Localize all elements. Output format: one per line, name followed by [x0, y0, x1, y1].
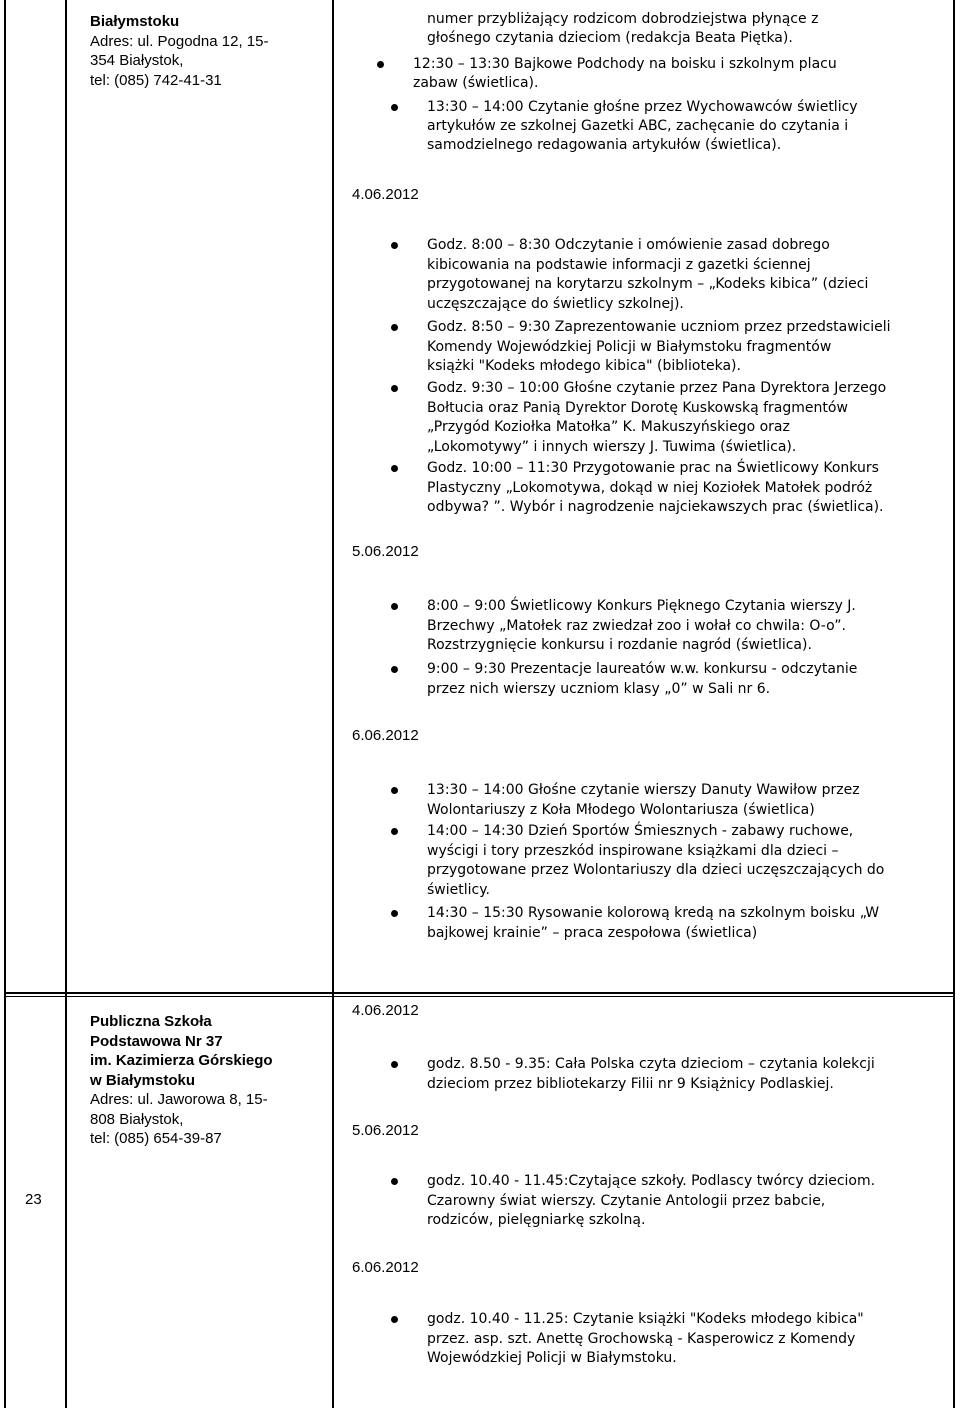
org-23-name-1: Publiczna Szkoła	[90, 1013, 212, 1030]
date-6-06-r23: 6.06.2012	[352, 1259, 419, 1276]
date-6-06: 6.06.2012	[352, 727, 419, 744]
activity-r23-2-line: rodziców, pielęgniarkę szkolną.	[427, 1212, 646, 1228]
activity-d1-0-line: Godz. 8:00 – 8:30 Odczytanie i omówienie zasad dobrego	[427, 237, 830, 253]
bullet-icon	[391, 324, 398, 331]
activity-r23-3-line: godz. 10.40 - 11.25: Czytanie książki "Kodeks młodego kibica"	[427, 1311, 864, 1327]
table-right-border	[953, 0, 955, 1408]
org-23-address: Adres: ul. Jaworowa 8, 15-	[90, 1091, 268, 1108]
bullet-icon	[391, 242, 398, 249]
bullet-icon	[391, 666, 398, 673]
bullet-icon	[377, 61, 384, 68]
org-23	[90, 1012, 273, 1149]
activity-d1-1-line: Komendy Wojewódzkiej Policji w Białymstoku fragmentów	[427, 338, 832, 355]
activity-czytanie-glosne-line: artykułów ze szkolnej Gazetki ABC, zachęcanie do czytania i	[427, 118, 849, 135]
bullet-icon	[391, 1061, 398, 1068]
bullet-icon	[391, 603, 398, 610]
activity-d1-0-line: przygotowanej na korytarzu szkolnym – „Kodeks kibica” (dzieci	[427, 276, 869, 292]
activity-d1-2-line: „Lokomotywy” i innych wierszy J. Tuwima (świetlica).	[427, 438, 797, 455]
activity-d1-2-line: Bołtucia oraz Panią Dyrektor Dorotę Kuskowską fragmentów	[427, 399, 848, 416]
org-22	[90, 12, 268, 90]
org-22-phone: tel: (085) 742-41-31	[90, 71, 222, 89]
activity-d3-1-line: 14:00 – 14:30 Dzień Sportów Śmiesznych - zabawy ruchowe,	[427, 823, 854, 839]
date-5-06: 5.06.2012	[352, 543, 419, 560]
bullet-icon	[391, 465, 398, 472]
intro-text-line: głośnego czytania dzieciom (redakcja Beata Piętka).	[427, 30, 793, 47]
activity-d3-1-line: przygotowane przez Wolontariuszy dla dzieci uczęszczających do	[427, 862, 885, 878]
activity-d1-3-line: odbywa? ”. Wybór i nagrodzenie najciekawszych prac (świetlica).	[427, 499, 884, 515]
activity-d3-2-line: 14:30 – 15:30 Rysowanie kolorową kredą na szkolnym boisku „W	[427, 905, 880, 921]
org-23-city: 808 Białystok,	[90, 1110, 184, 1128]
bullet-icon	[391, 828, 398, 835]
activity-d1-3-line: Godz. 10:00 – 11:30 Przygotowanie prac na Świetlicowy Konkurs	[427, 460, 879, 476]
activity-d2-0-line: Brzechwy „Matołek raz zwiedzał zoo i wołał co chwila: O-o”.	[427, 617, 846, 634]
activity-d2-0-line: Rozstrzygnięcie konkursu i rozdanie nagród (świetlica).	[427, 637, 812, 653]
activity-r23-2-line: godz. 10.40 - 11.45:Czytające szkoły. Podlascy twórcy dzieciom.	[427, 1173, 876, 1189]
bullet-icon	[391, 385, 398, 392]
org-23-name-3: im. Kazimierza Górskiego	[90, 1052, 273, 1069]
bullet-icon	[391, 910, 398, 917]
org-23-name-4: w Białymstoku	[90, 1071, 196, 1089]
activity-r23-1-line: dzieciom przez bibliotekarzy Filii nr 9 Książnicy Podlaskiej.	[427, 1075, 834, 1092]
activity-r23-1-line: godz. 8.50 - 9.35: Cała Polska czyta dzieciom – czytania kolekcji	[427, 1056, 875, 1072]
bullet-icon	[391, 787, 398, 794]
org-23-name-2: Podstawowa Nr 37	[90, 1032, 223, 1050]
row-number-23: 23	[25, 1191, 42, 1208]
date-4-06-r23: 4.06.2012	[352, 1002, 419, 1019]
activity-d2-1-line: przez nich wierszy uczniom klasy „0” w Sali nr 6.	[427, 680, 771, 697]
activity-d3-0-line: Wolontariuszy z Koła Młodego Wolontariusza (świetlica)	[427, 801, 815, 818]
row-divider-inner	[4, 996, 955, 997]
activity-d1-1-line: Godz. 8:50 – 9:30 Zaprezentowanie uczniom przez przedstawicieli	[427, 319, 891, 335]
activity-r23-3-line: Wojewódzkiej Policji w Białymstoku.	[427, 1350, 677, 1366]
org-22-name: Białymstoku	[90, 13, 180, 30]
activity-d3-2-line: bajkowej krainie” – praca zespołowa (świetlica)	[427, 924, 758, 941]
bullet-icon	[391, 1178, 398, 1185]
activity-d1-0-line: kibicowania na podstawie informacji z gazetki ściennej	[427, 256, 811, 273]
date-4-06: 4.06.2012	[352, 186, 419, 203]
bullet-icon	[391, 104, 398, 111]
col-divider-org	[332, 0, 334, 1408]
activity-bajkowe-podchody-line: zabaw (świetlica).	[413, 75, 539, 92]
activity-d3-1-line: świetlicy.	[427, 881, 490, 898]
activity-czytanie-glosne-line: 13:30 – 14:00 Czytanie głośne przez Wychowawców świetlicy	[427, 99, 858, 115]
activity-d1-2-line: „Przygód Koziołka Matołka” K. Makuszyńskiego oraz	[427, 419, 790, 435]
row-divider	[4, 992, 955, 994]
intro-text-line: numer przybliżający rodzicom dobrodziejstwa płynące z	[427, 11, 819, 27]
date-5-06-r23: 5.06.2012	[352, 1122, 419, 1139]
activity-czytanie-glosne-line: samodzielnego redagowania artykułów (świetlica).	[427, 137, 782, 154]
org-23-phone: tel: (085) 654-39-87	[90, 1130, 222, 1147]
activity-d1-3-line: Plastyczny „Lokomotywa, dokąd w niej Koziołek Matołek podróż	[427, 479, 873, 496]
activity-d1-0-line: uczęszczające do świetlicy szkolnej).	[427, 295, 684, 312]
activity-r23-3-line: przez. asp. szt. Anettę Grochowską - Kasperowicz z Komendy	[427, 1330, 856, 1347]
activity-r23-2-line: Czarowny świat wierszy. Czytanie Antologii przez babcie,	[427, 1192, 826, 1209]
activity-d3-1-line: wyścigi i tory przeszkód inspirowane książkami dla dzieci –	[427, 842, 839, 859]
org-22-city: 354 Białystok,	[90, 52, 184, 69]
activity-d2-0-line: 8:00 – 9:00 Świetlicowy Konkurs Pięknego Czytania wierszy J.	[427, 598, 856, 614]
activity-d2-1-line: 9:00 – 9:30 Prezentacje laureatów w.w. konkursu - odczytanie	[427, 661, 858, 677]
activity-d1-1-line: książki "Kodeks młodego kibica" (biblioteka).	[427, 358, 741, 374]
activity-d3-0-line: 13:30 – 14:00 Głośne czytanie wierszy Danuty Wawiłow przez	[427, 782, 860, 798]
bullet-icon	[391, 1316, 398, 1323]
col-divider-num	[65, 0, 67, 1408]
activity-d1-2-line: Godz. 9:30 – 10:00 Głośne czytanie przez Pana Dyrektora Jerzego	[427, 380, 887, 396]
activity-bajkowe-podchody-line: 12:30 – 13:30 Bajkowe Podchody na boisku i szkolnym placu	[413, 56, 837, 72]
org-22-address: Adres: ul. Pogodna 12, 15-	[90, 32, 269, 50]
table-left-border	[4, 0, 6, 1408]
